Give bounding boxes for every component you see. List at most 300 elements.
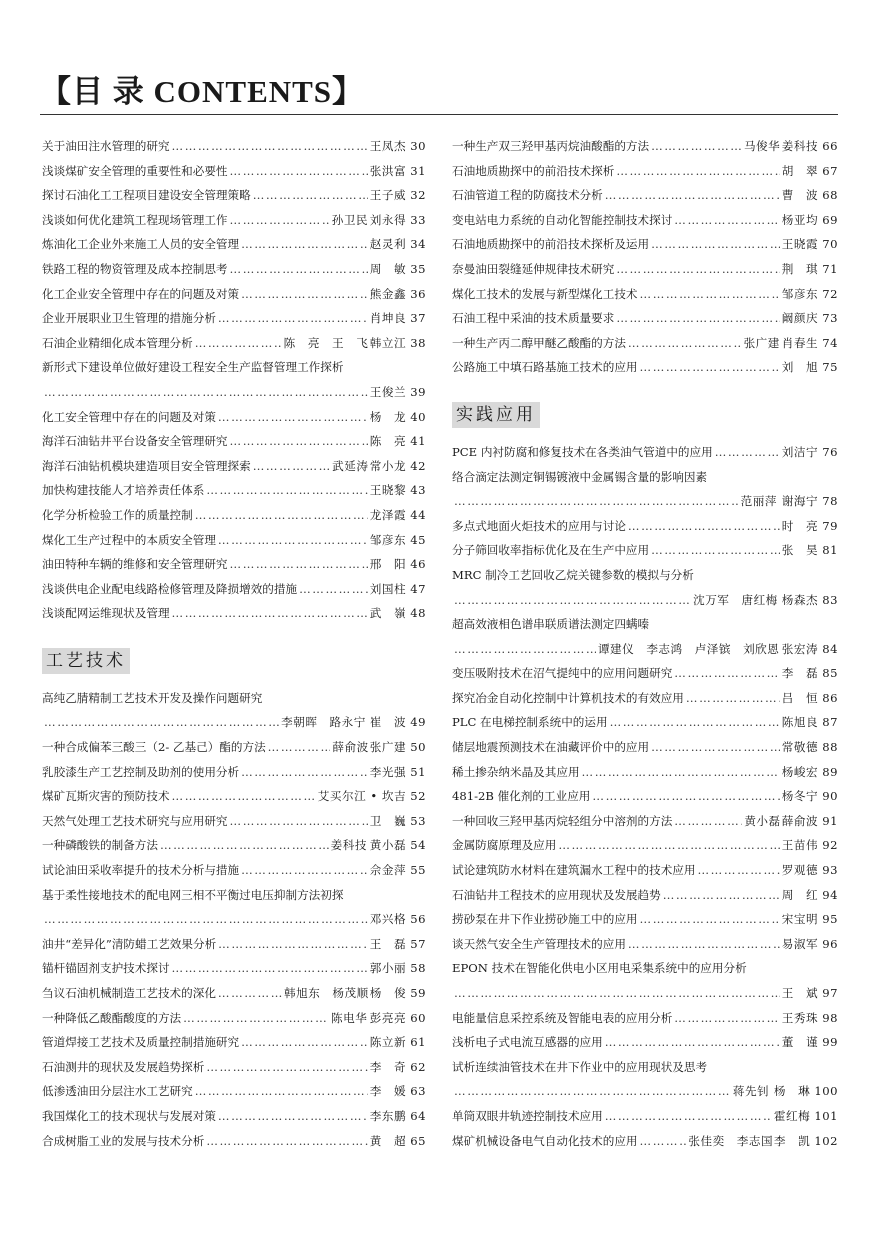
toc-entry: [42, 1055, 426, 1080]
toc-entry: [452, 883, 838, 908]
entry-author-page: 武 嶺 48: [369, 606, 426, 621]
dot-leader: [218, 932, 368, 957]
left-column: [42, 134, 426, 1153]
entry-author-page: 吕 恒 86: [781, 690, 838, 705]
entry-title: 一种回收三羟甲基丙烷轻组分中溶剂的方法: [452, 813, 673, 828]
entry-title: 奈曼油田裂缝延伸规律技术研究: [452, 261, 615, 276]
dot-leader: [605, 1030, 780, 1055]
entry-author-page: 李光强 51: [369, 764, 426, 779]
entry-title: 石油测井的现状及发展趋势探析: [42, 1059, 205, 1074]
entry-coauthors: 薛俞波: [332, 740, 369, 755]
header-rule: [40, 114, 838, 115]
dot-leader: [218, 981, 282, 1006]
entry-title: 合成树脂工业的发展与技术分析: [42, 1133, 205, 1148]
entry-author-page: 艾买尔江 • 坎吉 52: [317, 789, 426, 804]
entry-author-page: 龙泽霞 44: [369, 507, 426, 522]
entry-title: 石油工程中采油的技术质量要求: [452, 311, 615, 326]
entry-author-page: 邓兴格 56: [369, 912, 426, 927]
entry-author-page: 杨亚均 69: [781, 212, 838, 227]
dot-leader: [195, 1079, 368, 1104]
entry-author-page: 刘 旭 75: [781, 360, 838, 375]
entry-title: 企业开展职业卫生管理的措施分析: [42, 311, 216, 326]
dot-leader: [715, 440, 780, 465]
entry-author-page: 赵灵利 34: [369, 237, 426, 252]
toc-entry: [42, 380, 426, 405]
entry-title: 天然气处理工艺技术研究与应用研究: [42, 813, 228, 828]
entry-title: 新形式下建设单位做好建设工程安全生产监督管理工作探析: [42, 360, 344, 375]
entry-title: 海洋石油钻井平台设备安全管理研究: [42, 434, 228, 449]
toc-entry: [452, 956, 838, 981]
entry-author-page: 罗观德 93: [781, 863, 838, 878]
entry-author-page: 肖坤良 37: [369, 311, 426, 326]
entry-title: 石油管道工程的防腐技术分析: [452, 188, 603, 203]
entry-title: EPON 技术在智能化供电小区用电采集系统中的应用分析: [452, 961, 747, 976]
entry-author-page: 熊金鑫 36: [369, 286, 426, 301]
dot-leader: [218, 306, 368, 331]
dot-leader: [674, 809, 742, 834]
entry-author-page: 陈立新 61: [369, 1035, 426, 1050]
entry-author-page: 郭小丽 58: [369, 961, 426, 976]
dot-leader: [218, 1104, 368, 1129]
entry-title: 关于油田注水管理的研究: [42, 139, 170, 153]
entry-author-page: 邹彦东 72: [781, 286, 838, 301]
entry-author-page: 彭亮亮 60: [369, 1010, 426, 1025]
toc-entry: [42, 478, 426, 503]
entry-title: 我国煤化工的技术现状与发展对策: [42, 1108, 216, 1123]
toc-entry: [452, 661, 838, 686]
entry-author-page: 李 凯 102: [773, 1133, 838, 1148]
entry-title: 海洋石油钻机模块建造项目安全管理探索: [42, 458, 251, 473]
dot-leader: [268, 735, 331, 760]
entry-title: 一种降低乙酸酯酸度的方法: [42, 1010, 182, 1025]
entry-title: 捞砂泵在井下作业捞砂施工中的应用: [452, 912, 638, 927]
entry-author-page: 宋宝明 95: [781, 912, 838, 927]
entry-title: 锚杆锚固剂支护技术探讨: [42, 961, 170, 976]
toc-entry: [452, 355, 838, 380]
entry-title: 试论建筑防水材料在建筑漏水工程中的技术应用: [452, 863, 696, 878]
entry-author-page: 邹彦东 45: [369, 532, 426, 547]
toc-entry: [452, 858, 838, 883]
toc-entry: [42, 183, 426, 208]
entry-title: 稀土掺杂纳米晶及其应用: [452, 764, 580, 779]
toc-entry: [42, 257, 426, 282]
entry-title: 公路施工中填石路基施工技术的应用: [452, 360, 638, 375]
entry-author-page: 谢海宁 78: [781, 494, 838, 509]
contents-header: 【目 录 CONTENTS】: [40, 74, 365, 109]
dot-leader: [628, 932, 780, 957]
dot-leader: [454, 588, 691, 613]
dot-leader: [218, 528, 368, 553]
dot-leader: [253, 183, 368, 208]
dot-leader: [230, 429, 368, 454]
entry-title: 基于柔性接地技术的配电网三相不平衡过电压抑制方法初探: [42, 887, 344, 902]
dot-leader: [206, 1129, 367, 1154]
entry-author-page: 黄小磊 54: [369, 838, 426, 853]
entry-author-page: 时 亮 79: [781, 518, 838, 533]
dot-leader: [592, 784, 779, 809]
entry-author-page: 霍红梅 101: [773, 1108, 838, 1123]
toc-entry: [42, 932, 426, 957]
toc-entry: [42, 282, 426, 307]
entry-author-page: 杨 龙 40: [369, 409, 426, 424]
toc-entry: [42, 552, 426, 577]
entry-author-page: 李 媛 63: [369, 1084, 426, 1099]
toc-entry: [42, 232, 426, 257]
entry-author-page: 杨 琳 100: [773, 1084, 838, 1099]
toc-entry: [42, 981, 426, 1006]
entry-title: 浅析电子式电流互感器的应用: [452, 1035, 603, 1050]
entry-author-page: 王 斌 97: [781, 986, 838, 1000]
dot-leader: [605, 1104, 772, 1129]
entry-author-page: 王晓霞 70: [781, 237, 838, 252]
dot-leader: [241, 760, 368, 785]
toc-entry: [452, 563, 838, 588]
dot-leader: [230, 159, 368, 184]
entry-title: 试论油田采收率提升的技术分析与措施: [42, 863, 240, 878]
entry-title: 煤化工技术的发展与新型煤化工技术: [452, 286, 638, 301]
toc-entry: [452, 907, 838, 932]
entry-title: PCE 内衬防腐和修复技术在各类油气管道中的应用: [452, 444, 713, 459]
entry-author-page: 王苗伟 92: [781, 838, 838, 853]
toc-entry: [42, 1030, 426, 1055]
entry-coauthors: 孙卫民: [331, 212, 369, 227]
entry-author-page: 胡 翠 67: [781, 163, 838, 178]
toc-entry: [452, 588, 838, 613]
toc-entry: [42, 883, 426, 908]
entry-title: 化工安全管理中存在的问题及对策: [42, 409, 216, 424]
toc-entry: [42, 735, 426, 760]
entry-author-page: 刘洁宁 76: [781, 444, 838, 459]
entry-title: 石油企业精细化成本管理分析: [42, 335, 193, 350]
entry-author-page: 卫 巍 53: [369, 813, 426, 828]
entry-coauthors: 陈 亮 王 飞: [283, 335, 369, 350]
toc-entry: [42, 1129, 426, 1154]
entry-author-page: 董 谨 99: [781, 1035, 838, 1050]
entry-author-page: 崔 波 49: [369, 715, 426, 730]
entry-title: 石油地质勘探中的前沿技术探析: [452, 163, 615, 178]
entry-title: 浅谈供电企业配电线路检修管理及降损增效的措施: [42, 581, 298, 596]
entry-title: 试析连续油管技术在井下作业中的应用现状及思考: [452, 1059, 708, 1074]
toc-entry: [452, 710, 838, 735]
entry-title: 浅谈煤矿安全管理的重要性和必要性: [42, 163, 228, 178]
entry-title: 化学分析检验工作的质量控制: [42, 507, 193, 522]
entry-title: 一种合成偏苯三酸三（2- 乙基己）酯的方法: [42, 740, 266, 755]
dot-leader: [651, 538, 780, 563]
section-heading-process-tech: 工艺技术: [42, 648, 130, 674]
dot-leader: [160, 833, 329, 858]
entry-title: 化工企业安全管理中存在的问题及对策: [42, 286, 240, 301]
entry-coauthors: 姜科技: [330, 838, 367, 853]
toc-entry: [42, 784, 426, 809]
entry-coauthors: 韩旭东 杨茂顺: [284, 986, 369, 1000]
toc-entry: [452, 1129, 838, 1154]
entry-title: 一种磷酸铁的制备方法: [42, 838, 158, 853]
dot-leader: [628, 514, 780, 539]
dot-leader: [172, 784, 316, 809]
entry-author-page: 张广建 50: [369, 740, 426, 755]
dot-leader: [230, 257, 368, 282]
entry-title: 变压吸附技术在沼气提纯中的应用问题研究: [452, 666, 673, 681]
entry-coauthors: 黄小磊: [744, 813, 781, 828]
entry-title: 谈天然气安全生产管理技术的应用: [452, 936, 626, 951]
toc-entry: [42, 134, 426, 159]
entry-coauthors: 马俊华: [743, 139, 781, 153]
toc-entry: [452, 465, 838, 490]
entry-author-page: 易淑军 96: [781, 936, 838, 951]
entry-coauthors: 谭建仪 李志鸿 卢泽镔 刘欣恩: [597, 641, 780, 656]
entry-title: 油田特种车辆的维修和安全管理研究: [42, 557, 228, 572]
entry-author-page: 王俊兰 39: [369, 384, 426, 399]
section-heading-wrap: [42, 626, 426, 686]
dot-leader: [172, 134, 368, 159]
dot-leader: [172, 601, 368, 626]
dot-leader: [640, 907, 780, 932]
toc-entry: [42, 355, 426, 380]
entry-title: 探究冶金自动化控制中计算机技术的有效应用: [452, 690, 684, 705]
entry-author-page: 张 昊 81: [781, 543, 838, 558]
toc-entry: [452, 833, 838, 858]
entry-title: 加快构建技能人才培养责任体系: [42, 483, 205, 498]
dot-leader: [299, 577, 368, 602]
toc-entry: [452, 232, 838, 257]
toc-entry: [42, 956, 426, 981]
toc-entry: [42, 858, 426, 883]
dot-leader: [651, 134, 742, 159]
dot-leader: [674, 1006, 779, 1031]
dot-leader: [663, 883, 780, 908]
entry-title: 一种生产双三羟甲基丙烷油酸酯的方法: [452, 139, 650, 153]
entry-author-page: 黄 超 65: [369, 1133, 426, 1148]
toc-entry: [452, 760, 838, 785]
dot-leader: [230, 809, 368, 834]
dot-leader: [454, 637, 596, 662]
toc-entry: [452, 306, 838, 331]
entry-author-page: 邢 阳 46: [369, 557, 426, 572]
toc-entry: [42, 760, 426, 785]
entry-title: 煤化工生产过程中的本质安全管理: [42, 532, 216, 547]
dot-leader: [616, 257, 779, 282]
toc-entry: [42, 454, 426, 479]
entry-title: 低渗透油田分层注水工艺研究: [42, 1084, 193, 1099]
toc-entry: [452, 159, 838, 184]
section-heading-practice: 实践应用: [452, 402, 540, 428]
toc-entry: [452, 514, 838, 539]
right-column: [452, 134, 838, 1153]
toc-entry: [452, 686, 838, 711]
dot-leader: [454, 489, 739, 514]
dot-leader: [218, 405, 368, 430]
toc-entry: [452, 1079, 838, 1104]
toc-entry: [42, 528, 426, 553]
toc-entry: [42, 405, 426, 430]
toc-entry: [42, 208, 426, 233]
dot-leader: [253, 454, 330, 479]
toc-entry: [452, 134, 838, 159]
entry-author-page: 李 奇 62: [369, 1059, 426, 1074]
entry-author-page: 常敬德 88: [781, 740, 838, 755]
dot-leader: [628, 331, 742, 356]
dot-leader: [651, 232, 780, 257]
dot-leader: [610, 710, 780, 735]
entry-coauthors: 武延涛: [332, 458, 369, 473]
toc-entry: [452, 1006, 838, 1031]
toc-entry: [452, 735, 838, 760]
entry-title: 481-2B 催化剂的工业应用: [452, 789, 591, 804]
entry-author-page: 张宏涛 84: [781, 641, 838, 656]
toc-entry: [452, 981, 838, 1006]
entry-author-page: 王晓黎 43: [369, 483, 426, 498]
entry-author-page: 陈 亮 41: [369, 434, 426, 449]
entry-title: 炼油化工企业外来施工人员的安全管理: [42, 237, 240, 252]
entry-title: MRC 制冷工艺回收乙烷关键参数的模拟与分析: [452, 567, 694, 582]
dot-leader: [616, 159, 779, 184]
entry-title: 煤矿瓦斯灾害的预防技术: [42, 789, 170, 804]
entry-title: 络合滴定法测定铜锡镀液中金属锡含量的影响因素: [452, 469, 708, 484]
entry-title: 分子筛回收率指标优化及在生产中应用: [452, 543, 650, 558]
toc-entry: [42, 159, 426, 184]
entry-author-page: 周 敏 35: [369, 261, 426, 276]
entry-coauthors: 范丽萍: [740, 494, 777, 509]
entry-title: 单筒双眼井轨迹控制技术应用: [452, 1108, 603, 1123]
entry-author-page: 杨冬宁 90: [781, 789, 838, 804]
toc-entry: [42, 331, 426, 356]
entry-title: PLC 在电梯控制系统中的运用: [452, 715, 608, 730]
toc-entry: [452, 440, 838, 465]
toc-entry: [42, 1006, 426, 1031]
entry-title: 浅谈如何优化建筑工程现场管理工作: [42, 212, 228, 227]
entry-title: 乳胶漆生产工艺控制及助剂的使用分析: [42, 764, 240, 779]
entry-author-page: 陈旭良 87: [781, 715, 838, 730]
entry-title: 储层地震预测技术在油藏评价中的应用: [452, 740, 650, 755]
dot-leader: [454, 1079, 731, 1104]
entry-author-page: 王凤杰 30: [369, 139, 426, 153]
entry-author-page: 韩立江 38: [369, 335, 426, 350]
dot-leader: [44, 710, 279, 735]
dot-leader: [44, 907, 368, 932]
dot-leader: [454, 981, 780, 1006]
entry-title: 电能量信息采控系统及智能电表的应用分析: [452, 1010, 673, 1025]
dot-leader: [241, 1030, 368, 1055]
entry-author-page: 常小龙 42: [369, 458, 426, 473]
entry-title: 石油地质勘探中的前沿技术探析及运用: [452, 237, 650, 252]
dot-leader: [241, 232, 368, 257]
entry-coauthors: 蒋先钊: [732, 1084, 770, 1099]
toc-entry: [42, 833, 426, 858]
dot-leader: [206, 1055, 367, 1080]
entry-author-page: 张洪富 31: [369, 163, 426, 178]
entry-title: 探讨石油化工工程项目建设安全管理策略: [42, 188, 251, 203]
toc-entry: [452, 932, 838, 957]
dot-leader: [241, 282, 368, 307]
left-block-2: [42, 686, 426, 1153]
dot-leader: [206, 478, 367, 503]
toc-entry: [452, 208, 838, 233]
entry-author-page: 杨 俊 59: [369, 986, 426, 1000]
toc-entry: [452, 1030, 838, 1055]
dot-leader: [195, 331, 282, 356]
entry-title: 高纯乙腈精制工艺技术开发及操作问题研究: [42, 690, 263, 705]
toc-entry: [452, 784, 838, 809]
dot-leader: [674, 661, 779, 686]
entry-title: 油井“差异化”清防蜡工艺效果分析: [42, 936, 217, 951]
entry-author-page: 李 磊 85: [781, 666, 838, 681]
entry-author-page: 周 红 94: [781, 887, 838, 902]
dot-leader: [230, 552, 368, 577]
dot-leader: [640, 1129, 687, 1154]
entry-title: 刍议石油机械制造工艺技术的深化: [42, 986, 216, 1000]
toc-entry: [452, 183, 838, 208]
toc-entry: [452, 809, 838, 834]
dot-leader: [195, 503, 368, 528]
toc-entry: [42, 577, 426, 602]
dot-leader: [172, 956, 368, 981]
entry-author-page: 王子威 32: [369, 188, 426, 203]
toc-entry: [452, 1104, 838, 1129]
entry-author-page: 刘永得 33: [369, 212, 426, 227]
entry-title: 管道焊接工艺技术及质量控制措施研究: [42, 1035, 240, 1050]
dot-leader: [674, 208, 779, 233]
entry-coauthors: 陈电华: [331, 1010, 368, 1025]
dot-leader: [640, 355, 780, 380]
entry-title: 变电站电力系统的自动化智能控制技术探讨: [452, 212, 673, 227]
toc-entry: [452, 489, 838, 514]
dot-leader: [640, 282, 780, 307]
dot-leader: [582, 760, 780, 785]
entry-author-page: 王 磊 57: [369, 936, 426, 951]
toc-entry: [42, 429, 426, 454]
dot-leader: [605, 183, 780, 208]
entry-title: 煤矿机械设备电气自动化技术的应用: [452, 1133, 638, 1148]
dot-leader: [686, 686, 780, 711]
toc-entry: [452, 1055, 838, 1080]
entry-author-page: 杨峻宏 89: [781, 764, 838, 779]
toc-entry: [452, 612, 838, 637]
entry-title: 浅谈配网运维现状及管理: [42, 606, 170, 621]
entry-title: 金属防腐原理及应用: [452, 838, 557, 853]
toc-entry: [42, 1104, 426, 1129]
entry-author-page: 王秀珠 98: [781, 1010, 838, 1025]
entry-author-page: 李东鹏 64: [369, 1108, 426, 1123]
section-heading-wrap: [452, 380, 838, 440]
entry-author-page: 荆 琪 71: [781, 261, 838, 276]
toc-entry: [42, 686, 426, 711]
dot-leader: [616, 306, 779, 331]
toc-entry: [42, 601, 426, 626]
toc-entry: [42, 1079, 426, 1104]
dot-leader: [44, 380, 368, 405]
entry-coauthors: 李朝晖 路永宁: [281, 715, 366, 730]
dot-leader: [241, 858, 368, 883]
entry-author-page: 杨森杰 83: [781, 592, 838, 607]
entry-coauthors: 沈万军 唐红梅: [693, 592, 778, 607]
entry-coauthors: 张广建: [743, 335, 780, 350]
entry-title: 铁路工程的物资管理及成本控制思考: [42, 261, 228, 276]
entry-author-page: 姜科技 66: [781, 139, 838, 153]
entry-author-page: 曹 波 68: [781, 188, 838, 203]
entry-title: 石油钻井工程技术的应用现状及发展趋势: [452, 887, 661, 902]
toc-entry: [42, 907, 426, 932]
entry-author-page: 佘金萍 55: [369, 863, 426, 878]
entry-title: 超高效液相色谱串联质谱法测定四螨嗪: [452, 617, 650, 632]
toc-entry: [452, 637, 838, 662]
right-block-2: [452, 440, 838, 1153]
toc-entry: [452, 538, 838, 563]
toc-entry: [42, 710, 426, 735]
right-block-1: [452, 134, 838, 380]
entry-author-page: 肖春生 74: [781, 335, 838, 350]
dot-leader: [697, 858, 779, 883]
entry-coauthors: 张佳奕 李志国: [688, 1133, 774, 1148]
